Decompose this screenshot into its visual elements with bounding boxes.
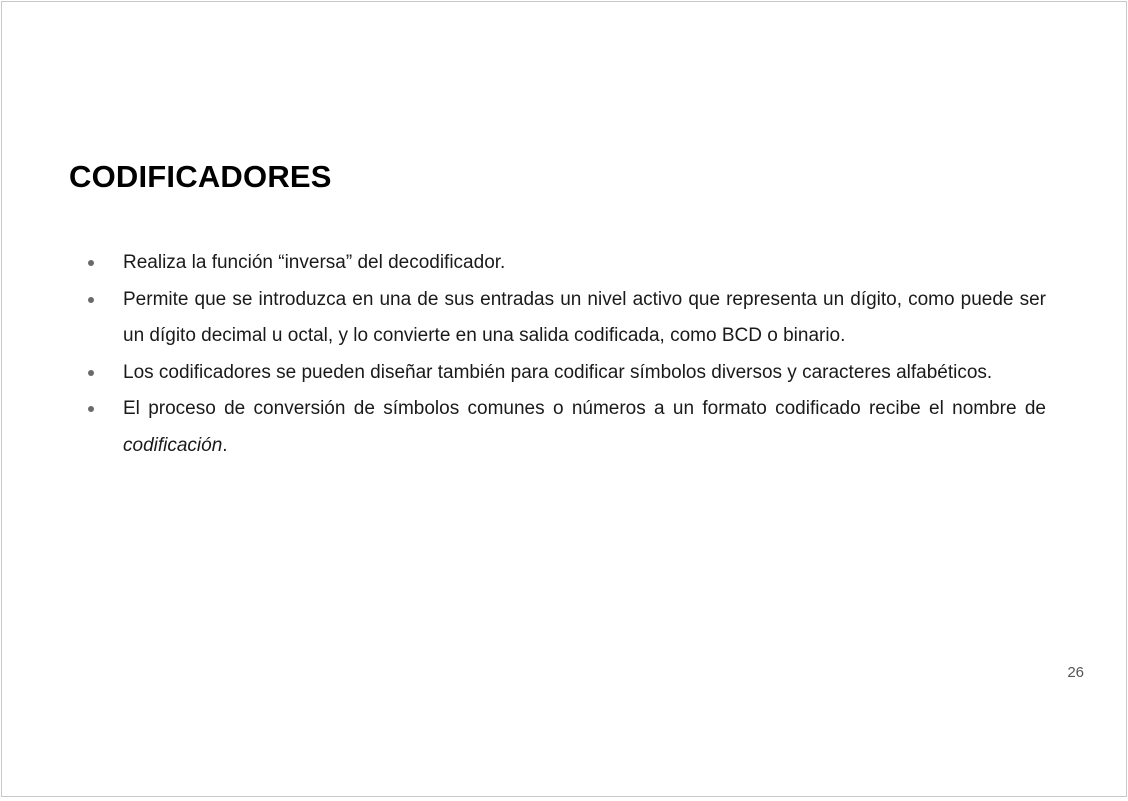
- page-number: 26: [1067, 664, 1084, 681]
- slide-title: CODIFICADORES: [69, 159, 332, 194]
- bullet-dot-icon: [88, 297, 94, 303]
- bullet-text: Los codificadores se pueden diseñar también para codificar símbolos diversos y caracteres alfabéticos.: [123, 361, 993, 383]
- bullet-item: [84, 282, 1046, 355]
- bullet-dot-icon: [88, 406, 94, 412]
- bullet-text-part: El proceso de conversión de símbolos comunes o números a un formato codificado recibe el nombre de: [123, 398, 1046, 419]
- bullet-text: Realiza la función “inversa” del decodificador.: [123, 252, 506, 273]
- bullet-item: [84, 355, 1046, 392]
- bullet-item: [84, 391, 1046, 464]
- bullet-text: [123, 398, 1046, 456]
- slide: [1, 1, 1127, 797]
- bullet-text-part: .: [222, 434, 228, 456]
- bullet-text: Permite que se introduzca en una de sus entradas un nivel activo que representa un dígito, como puede ser un dígito decimal u octal, y lo convierte en una salida codificada, como BCD o binario.: [123, 288, 1046, 346]
- bullet-dot-icon: [88, 370, 94, 376]
- bullet-list: [84, 245, 1046, 464]
- bullet-dot-icon: [88, 260, 94, 266]
- emphasized-term: codificación: [123, 434, 223, 456]
- bullet-item: [84, 245, 1046, 282]
